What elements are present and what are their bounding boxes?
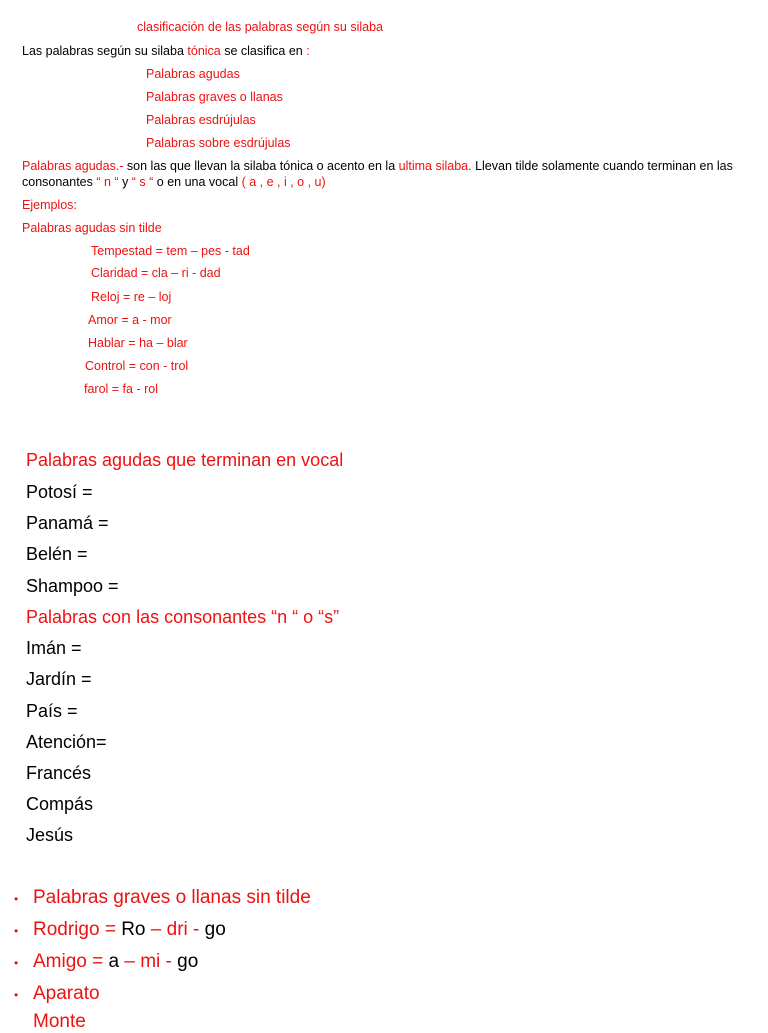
graves-heading: Palabras graves o llanas sin tilde <box>33 887 311 908</box>
consonant-word: País = <box>26 701 78 721</box>
bullet-icon: • <box>14 988 19 1002</box>
definition-highlight: ultima silaba. <box>398 159 472 173</box>
definition-text: son las que llevan la silaba tónica o acento en la <box>123 159 399 173</box>
consonant-word: Jardín = <box>26 669 92 689</box>
syllable-separator: – <box>150 919 162 940</box>
examples-label: Ejemplos: <box>22 198 77 212</box>
type-item: Palabras sobre esdrújulas <box>146 136 291 150</box>
vocal-heading: Palabras agudas que terminan en vocal <box>26 450 344 470</box>
syllable-separator: - <box>187 919 200 940</box>
syllable: go <box>171 951 199 972</box>
example-word: farol = fa - rol <box>84 382 158 396</box>
intro-text-1: Las palabras según su silaba <box>22 44 188 58</box>
intro-highlight: tónica <box>187 44 221 58</box>
consonant-word: Imán = <box>26 638 82 658</box>
example-word: Amor = a - mor <box>88 313 172 327</box>
agudas-sin-tilde-label: Palabras agudas sin tilde <box>22 221 162 235</box>
example-word: Tempestad = tem – pes - tad <box>91 244 250 258</box>
example-word: Control = con - trol <box>85 359 189 373</box>
type-item: Palabras esdrújulas <box>146 113 256 127</box>
intro-colon: : <box>306 44 310 58</box>
definition-consonant-n: “ n “ <box>96 175 123 189</box>
consonant-heading: Palabras con las consonantes “n “ o “s” <box>26 607 340 627</box>
definition-text: y <box>122 175 132 189</box>
bullet-icon: • <box>14 956 19 970</box>
syllable: Ro <box>115 919 151 940</box>
graves-example-rodrigo <box>33 919 226 941</box>
vocal-word: Panamá = <box>26 513 109 533</box>
definition-term: Palabras agudas.- <box>22 159 124 173</box>
definition-text: Llevan tilde solamente cuando terminan en las consonantes <box>22 159 733 189</box>
syllable-separator: - <box>160 951 172 972</box>
consonant-word: Jesús <box>26 825 74 845</box>
syllable: dri <box>161 919 188 940</box>
agudas-definition <box>22 158 752 190</box>
definition-vowels: ( a , e , i , o , u) <box>241 175 326 189</box>
syllable: a <box>108 951 125 972</box>
syllable-separator: – <box>124 951 135 972</box>
type-item: Palabras graves o llanas <box>146 90 283 104</box>
vocal-word: Potosí = <box>26 482 93 502</box>
consonant-word: Compás <box>26 794 94 814</box>
vocal-word: Belén = <box>26 544 88 564</box>
definition-text: o en una vocal <box>153 175 242 189</box>
graves-example-amigo <box>33 951 198 973</box>
document-title: clasificación de las palabras según su silaba <box>137 20 383 34</box>
consonant-word: Francés <box>26 763 92 783</box>
syllable: mi <box>134 951 161 972</box>
graves-example-monte: Monte <box>33 1011 86 1032</box>
consonant-word: Atención= <box>26 732 107 752</box>
intro-text-2: se clasifica en <box>220 44 307 58</box>
example-term: Rodrigo = <box>33 919 116 940</box>
syllable: go <box>199 919 226 940</box>
bullet-icon: • <box>14 892 19 906</box>
vocal-word: Shampoo = <box>26 576 119 596</box>
example-word: Claridad = cla – ri - dad <box>91 266 221 280</box>
definition-consonant-s: “ s “ <box>131 175 154 189</box>
type-item: Palabras agudas <box>146 67 240 81</box>
graves-example-aparato: Aparato <box>33 983 100 1004</box>
example-word: Hablar = ha – blar <box>88 336 188 350</box>
example-word: Reloj = re – loj <box>91 290 172 304</box>
intro-line <box>22 44 310 58</box>
bullet-icon: • <box>14 924 19 938</box>
example-term: Amigo = <box>33 951 109 972</box>
